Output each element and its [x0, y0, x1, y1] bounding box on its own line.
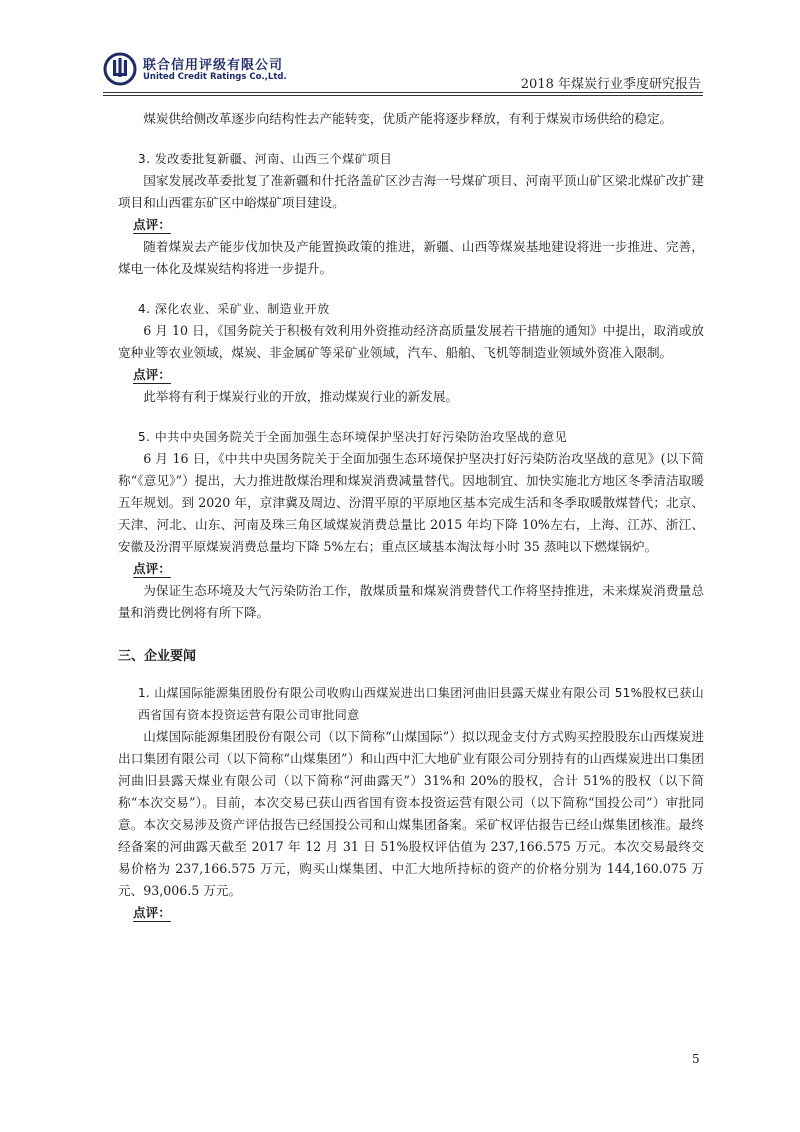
page-header — [103, 52, 703, 96]
item-heading-3: 3. 发改委批复新疆、河南、山西三个煤矿项目 — [138, 152, 393, 166]
item-body-5: 6 月 16 日，《中共中央国务院关于全面加强生态环境保护坚决打好污染防治攻坚战的意见》(以下简称“《意见》”）提出，大力推进散煤治理和煤炭消费减量替代。因地制宜、加快实施北方地区冬季清洁取暖五年规划。到 2020 年，京津冀及周边、汾渭平原的平原地区基本完成生活和冬季取暖散煤替代；北京、天津、河北、山东、河南及珠三角区域煤炭消费总量比 2015 年均下降 10%左右，上海、江苏、浙江、安徽及汾渭平原煤炭消费总量均下降 5%左右；重点区域基本淘汰每小时 35 蒸吨以下燃煤锅炉。 — [118, 451, 704, 554]
report-title: 2018 年煤炭行业季度研究报告 — [520, 77, 701, 92]
comment-label: 点评： — [133, 561, 171, 576]
company-news-heading: 1. 山煤国际能源集团股份有限公司收购山西煤炭进出口集团河曲旧县露天煤业有限公司 51%股权已获山西省国有资本投资运营有限公司审批同意 — [138, 686, 704, 722]
item-comment-4: 此举将有利于煤炭行业的开放，推动煤炭行业的新发展。 — [143, 389, 459, 404]
company-name-en: United Credit Ratings Co.,Ltd. — [143, 72, 287, 82]
item-body-3: 国家发展改革委批复了准新疆和什托洛盖矿区沙吉海一号煤矿项目、河南平顶山矿区梁北煤矿改扩建项目和山西霍东矿区中峪煤矿项目建设。 — [118, 173, 704, 210]
company-name-cn: 联合信用评级有限公司 — [143, 58, 284, 73]
document-body — [118, 108, 704, 924]
item-heading-4: 4. 深化农业、采矿业、制造业开放 — [138, 302, 330, 316]
item-body-4: 6 月 10 日，《国务院关于积极有效利用外资推动经济高质量发展若干措施的通知》中提出，取消或放宽种业等农业领域，煤炭、非金属矿等采矿业领域，汽车、船舶、飞机等制造业领域外资准入限制。 — [118, 323, 704, 360]
comment-label: 点评： — [133, 905, 171, 920]
item-comment-5: 为保证生态环境及大气污染防治工作，散煤质量和煤炭消费替代工作将坚持推进，未来煤炭消费量总量和消费比例将有所下降。 — [118, 583, 704, 620]
item-heading-5: 5. 中共中央国务院关于全面加强生态环境保护坚决打好污染防治攻坚战的意见 — [138, 430, 568, 444]
company-news-body: 山煤国际能源集团股份有限公司（以下简称“山煤国际”）拟以现金支付方式购买控股股东山西煤炭进出口集团有限公司（以下简称“山煤集团”）和山西中汇大地矿业有限公司分别持有的山西煤炭进出口集团河曲旧县露天煤业有限公司（以下简称“河曲露天”）31%和 20%的股权，合计 51%的股权（以下简称“本次交易”）。目前，本次交易已获山西省国有资本投资运营有限公司（以下简称“国投公司”）审批同意。本次交易涉及资产评估报告已经国投公司和山煤集团备案。采矿权评估报告已经山煤集团核准。最终经备案的河曲露天截至 2017 年 12 月 31 日 51%股权评估值为 237,166.575 万元。本次交易最终交易价格为 237,166.575 万元，购买山煤集团、中汇大地所持标的资产的价格分别为 144,160.075 万元、93,006.5 万元。 — [118, 729, 704, 898]
intro-paragraph: 煤炭供给侧改革逐步向结构性去产能转变，优质产能将逐步释放，有利于煤炭市场供给的稳定。 — [143, 111, 673, 126]
item-comment-3: 随着煤炭去产能步伐加快及产能置换政策的推进，新疆、山西等煤炭基地建设将进一步推进、完善，煤电一体化及煤炭结构将进一步提升。 — [118, 239, 704, 276]
header-rule-thin — [103, 95, 703, 96]
page-number: 5 — [692, 1052, 700, 1066]
comment-label: 点评： — [133, 217, 171, 232]
ucr-logo-icon — [103, 52, 137, 86]
section-title: 三、企业要闻 — [118, 649, 197, 664]
header-rule — [103, 92, 703, 93]
comment-label: 点评： — [133, 367, 171, 382]
